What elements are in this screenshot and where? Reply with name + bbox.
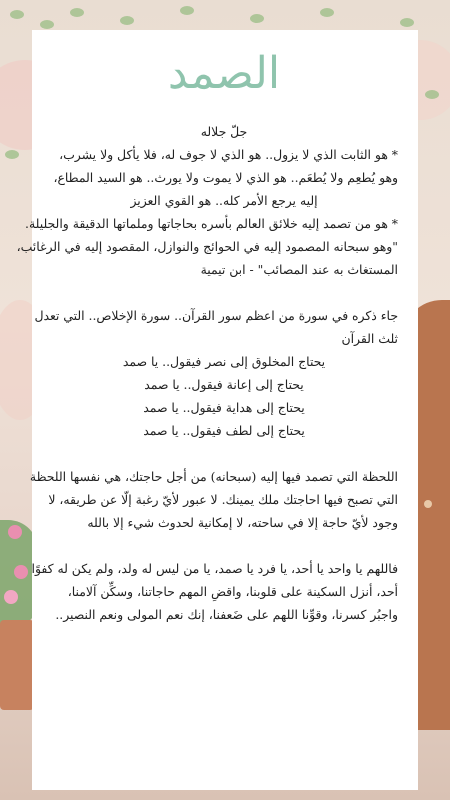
text-line: فاللهم يا واحد يا أحد، يا فرد يا صمد، يا من ليس له ولد، ولم يكن له كفوًا xyxy=(31,561,398,577)
flower-decoration xyxy=(4,590,18,604)
content-card xyxy=(16,30,418,790)
text-line: التي تصبح فيها احاجتك ملك يمينك. لا عبور لأيّ رغبة إلّا عن طريقه، لا xyxy=(48,492,398,508)
leaf-decoration xyxy=(400,18,414,27)
text-line: وجود لأيّ حاجة إلا في ساحته، لا إمكانية لحدوث شيء إلا بالله xyxy=(87,515,398,531)
page-title: الصمد xyxy=(167,48,281,99)
text-line: يحتاج المخلوق إلى نصر فيقول.. يا صمد xyxy=(122,354,326,370)
text-line: واجبُر كسرنا، وقوِّنا اللهم على ضَعفنا، إنك نعم المولى ونعم النصير.. xyxy=(55,607,398,623)
text-line: "وهو سبحانه المصمود إليه في الحوائج والنوازل، المقصود إليه في الرغائب، xyxy=(16,239,398,255)
text-line: وهو يُطعِم ولا يُطعَم.. هو الذي لا يموت ولا يورث.. هو السيد المطاع، xyxy=(53,170,398,186)
spacer xyxy=(50,442,398,465)
text-line: المستغاث به عند المصائب" - ابن تيمية xyxy=(200,262,398,278)
plant-pot-decoration xyxy=(0,620,34,710)
leaf-decoration xyxy=(320,8,334,17)
leaf-decoration xyxy=(5,150,19,159)
text-line: اللحظة التي تصمد فيها إليه (سبحانه) من أجل حاجتك، هي نفسها اللحظة xyxy=(29,469,398,485)
spacer xyxy=(50,534,398,557)
leaf-decoration xyxy=(180,6,194,15)
text-line: يحتاج إلى هداية فيقول.. يا صمد xyxy=(143,400,305,416)
flower-decoration xyxy=(14,565,28,579)
text-line: * هو من تصمد إليه خلائق العالم بأسره بحاجاتها وملماتها الدقيقة والجليلة. xyxy=(25,216,398,232)
leaf-decoration xyxy=(120,16,134,25)
flower-decoration xyxy=(8,525,22,539)
leaf-decoration xyxy=(40,20,54,29)
text-line: أحد، أنزل السكينة على قلوبنا، واقضِ المهم حاجاتنا، وسكِّن آلامنا، xyxy=(67,584,398,600)
leaf-decoration xyxy=(70,8,84,17)
text-line: جلّ جلاله xyxy=(200,124,248,140)
leaf-decoration xyxy=(10,10,24,19)
text-line: * هو الثابت الذي لا يزول.. هو الذي لا جوف له، فلا يأكل ولا يشرب، xyxy=(59,147,398,163)
text-line: ثلث القرآن xyxy=(341,331,398,347)
leaf-decoration xyxy=(250,14,264,23)
text-line: يحتاج إلى لطف فيقول.. يا صمد xyxy=(143,423,305,439)
text-line: جاء ذكره في سورة من اعظم سور القرآن.. سورة الإخلاص.. التي تعدل xyxy=(34,308,398,324)
leaf-decoration xyxy=(425,90,439,99)
text-line: يحتاج إلى إعانة فيقول.. يا صمد xyxy=(144,377,304,393)
spacer xyxy=(50,281,398,304)
text-line: إليه يرجع الأمر كله.. هو القوي العزيز xyxy=(130,193,318,209)
door-knob-decoration xyxy=(424,500,432,508)
